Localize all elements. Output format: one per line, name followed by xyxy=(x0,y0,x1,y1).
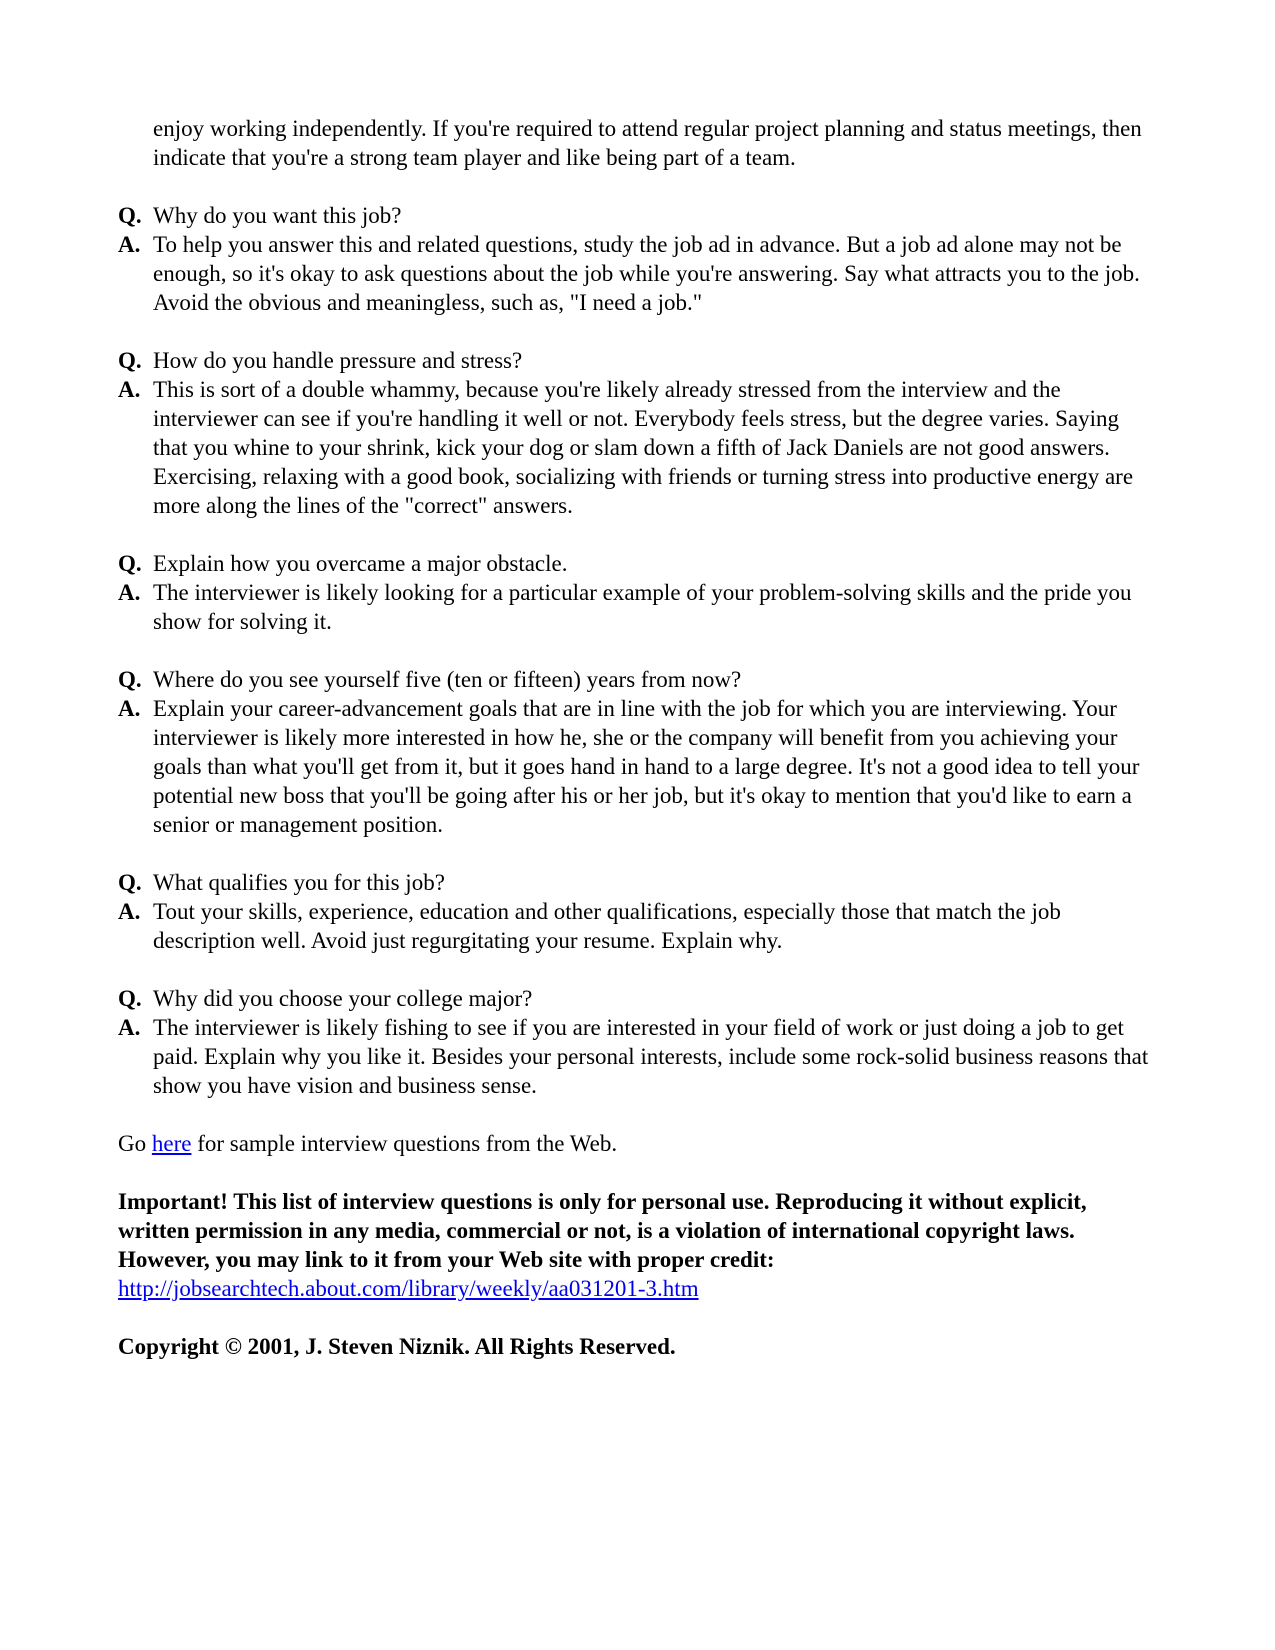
qa-item-3 xyxy=(118,549,1157,636)
question-text: Explain how you overcame a major obstacle. xyxy=(153,551,568,576)
question-marker: Q. xyxy=(118,203,142,228)
go-here-suffix: for sample interview questions from the Web. xyxy=(191,1131,618,1156)
question-text: Where do you see yourself five (ten or fifteen) years from now? xyxy=(153,667,742,692)
answer-row xyxy=(118,1013,1157,1100)
answer-row xyxy=(118,694,1157,839)
question-marker: Q. xyxy=(118,667,142,692)
answer-text: The interviewer is likely looking for a particular example of your problem-solving skills and the pride you show for solving it. xyxy=(153,580,1132,634)
question-marker: Q. xyxy=(118,870,142,895)
answer-text: The interviewer is likely fishing to see if you are interested in your field of work or just doing a job to get paid. Explain why you like it. Besides your personal interests, include some rock-solid business reasons that show you have vision and business sense. xyxy=(153,1015,1149,1098)
question-text: Why do you want this job? xyxy=(153,203,402,228)
answer-text: Explain your career-advancement goals that are in line with the job for which you are interviewing. Your interviewer is likely more interested in how he, she or the company will benefit from you achieving your goals than what you'll get from it, but it goes hand in hand to a large degree. It's not a good idea to tell your potential new boss that you'll be going after his or her job, but it's okay to mention that you'd like to earn a senior or management position. xyxy=(153,696,1140,837)
question-row xyxy=(118,549,1157,578)
question-text: Why did you choose your college major? xyxy=(153,986,533,1011)
answer-row xyxy=(118,375,1157,520)
answer-marker: A. xyxy=(118,377,141,402)
copyright-line: Copyright © 2001, J. Steven Niznik. All Rights Reserved. xyxy=(118,1334,676,1359)
question-row xyxy=(118,868,1157,897)
answer-row xyxy=(118,578,1157,636)
answer-text: To help you answer this and related questions, study the job ad in advance. But a job ad alone may not be enough, so it's okay to ask questions about the job while you're answering. Say what attracts you to the job. Avoid the obvious and meaningless, such as, "I need a job." xyxy=(153,232,1140,315)
answer-row xyxy=(118,897,1157,955)
question-row xyxy=(118,346,1157,375)
question-marker: Q. xyxy=(118,986,142,1011)
qa-item-2 xyxy=(118,346,1157,520)
answer-text: This is sort of a double whammy, because you're likely already stressed from the interview and the interviewer can see if you're handling it well or not. Everybody feels stress, but the degree varies. Saying that you whine to your shrink, kick your dog or slam down a fifth of Jack Daniels are not good answers. Exercising, relaxing with a good book, socializing with friends or turning stress into productive energy are more along the lines of the "correct" answers. xyxy=(153,377,1134,518)
intro-continuation-paragraph: enjoy working independently. If you're required to attend regular project planning and status meetings, then indicate that you're a strong team player and like being part of a team. xyxy=(153,116,1142,170)
question-marker: Q. xyxy=(118,348,142,373)
answer-text: Tout your skills, experience, education and other qualifications, especially those that match the job description well. Avoid just regurgitating your resume. Explain why. xyxy=(153,899,1061,953)
answer-marker: A. xyxy=(118,696,141,721)
question-text: How do you handle pressure and stress? xyxy=(153,348,523,373)
question-row xyxy=(118,984,1157,1013)
answer-marker: A. xyxy=(118,899,141,924)
answer-marker: A. xyxy=(118,1015,141,1040)
credit-url-link[interactable]: http://jobsearchtech.about.com/library/weekly/aa031201-3.htm xyxy=(118,1276,699,1301)
qa-item-6 xyxy=(118,984,1157,1100)
copyright-notice-text: Important! This list of interview questions is only for personal use. Reproducing it without explicit, written permission in any media, commercial or not, is a violation of international copyright laws. However, you may link to it from your Web site with proper credit: xyxy=(118,1189,1087,1272)
qa-item-4 xyxy=(118,665,1157,839)
question-marker: Q. xyxy=(118,551,142,576)
qa-item-5 xyxy=(118,868,1157,955)
copyright-notice-paragraph xyxy=(118,1187,1157,1303)
answer-marker: A. xyxy=(118,232,141,257)
answer-row xyxy=(118,230,1157,317)
question-text: What qualifies you for this job? xyxy=(153,870,445,895)
qa-item-1 xyxy=(118,201,1157,317)
question-row xyxy=(118,201,1157,230)
go-here-line xyxy=(118,1129,1157,1158)
answer-marker: A. xyxy=(118,580,141,605)
question-row xyxy=(118,665,1157,694)
here-link[interactable]: here xyxy=(151,1131,192,1156)
go-here-prefix: Go xyxy=(118,1131,152,1156)
